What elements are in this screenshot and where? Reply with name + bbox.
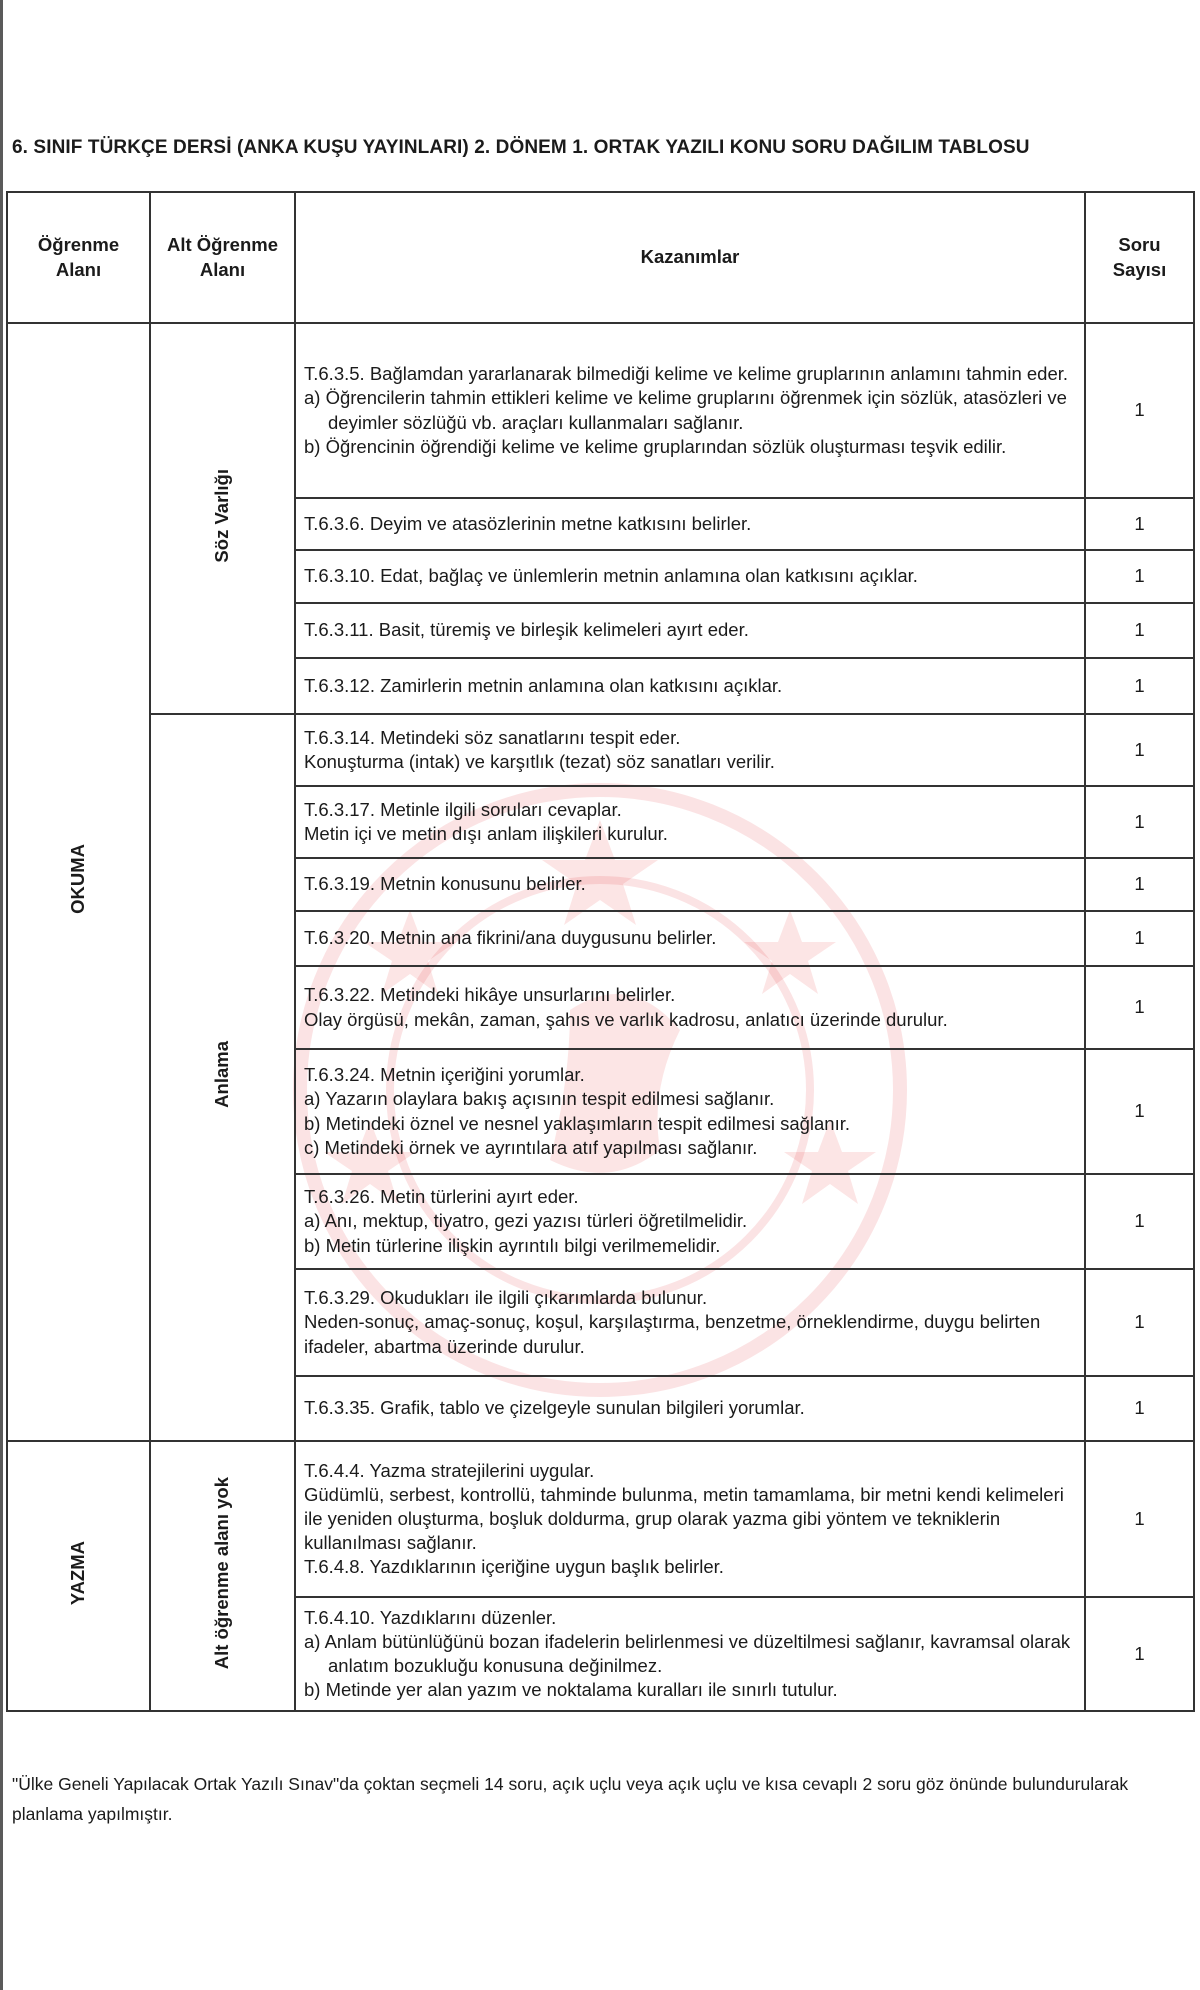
outcome-code-line: T.6.4.4. Yazma stratejilerini uygular. bbox=[304, 1459, 595, 1481]
question-count-cell: 1 bbox=[1085, 1174, 1194, 1269]
outcome-detail-line: a) Anlam bütünlüğünü bozan ifadelerin belirlenmesi ve düzeltilmesi sağlanır, kavramsal olarak anlatım bozukluğu konusuna değinilmez. bbox=[304, 1631, 1071, 1677]
outcome-code-line: T.6.3.14. Metindeki söz sanatlarını tespit eder. bbox=[304, 726, 681, 748]
outcome-cell bbox=[295, 1376, 1085, 1441]
outcome-code-line: T.6.3.12. Zamirlerin metnin anlamına olan katkısını açıklar. bbox=[304, 674, 783, 696]
outcome-cell bbox=[295, 603, 1085, 658]
outcome-code-line: T.6.3.35. Grafik, tablo ve çizelgeyle sunulan bilgileri yorumlar. bbox=[304, 1397, 805, 1419]
outcome-cell bbox=[295, 1597, 1085, 1711]
outcome-detail-line: c) Metindeki örnek ve ayrıntılara atıf yapılması sağlanır. bbox=[304, 1136, 758, 1158]
table-header-row bbox=[7, 192, 1194, 323]
question-count-cell: 1 bbox=[1085, 550, 1194, 603]
sub-area-soz-varligi-cell bbox=[150, 323, 295, 714]
sub-area-anlama-label: Anlama bbox=[211, 1041, 233, 1108]
outcome-code-line: T.6.3.10. Edat, bağlaç ve ünlemlerin metnin anlamına olan katkısını açıklar. bbox=[304, 565, 918, 587]
question-count-cell: 1 bbox=[1085, 1441, 1194, 1597]
question-count-cell: 1 bbox=[1085, 911, 1194, 966]
outcome-cell bbox=[295, 911, 1085, 966]
question-count-cell: 1 bbox=[1085, 603, 1194, 658]
question-distribution-table bbox=[6, 191, 1195, 1712]
question-count-cell: 1 bbox=[1085, 1376, 1194, 1441]
area-yazma-label: YAZMA bbox=[67, 1541, 89, 1606]
header-outcomes: Kazanımlar bbox=[295, 192, 1085, 323]
sub-area-none-label: Alt öğrenme alanı yok bbox=[211, 1476, 233, 1670]
question-count-cell: 1 bbox=[1085, 1269, 1194, 1376]
question-count-cell: 1 bbox=[1085, 714, 1194, 786]
area-okuma-label: OKUMA bbox=[67, 844, 89, 914]
question-count-cell: 1 bbox=[1085, 966, 1194, 1049]
outcome-cell bbox=[295, 1441, 1085, 1597]
question-count-cell: 1 bbox=[1085, 1597, 1194, 1711]
outcome-code-line: T.6.3.22. Metindeki hikâye unsurlarını belirler. bbox=[304, 984, 676, 1006]
outcome-cell bbox=[295, 714, 1085, 786]
question-count-cell: 1 bbox=[1085, 498, 1194, 550]
outcome-detail-line: b) Öğrencinin öğrendiği kelime ve kelime gruplarından sözlük oluşturması teşvik edilir. bbox=[304, 435, 1007, 457]
outcome-detail-line: T.6.4.8. Yazdıklarının içeriğine uygun başlık belirler. bbox=[304, 1556, 724, 1578]
header-learning-area: Öğrenme Alanı bbox=[7, 192, 150, 323]
header-question-count: Soru Sayısı bbox=[1085, 192, 1194, 323]
outcome-code-line: T.6.3.29. Okudukları ile ilgili çıkarımlarda bulunur. bbox=[304, 1287, 708, 1309]
outcome-detail-line: b) Metinde yer alan yazım ve noktalama kuralları ile sınırlı tutulur. bbox=[304, 1679, 838, 1701]
table-row bbox=[7, 1441, 1194, 1597]
area-okuma-cell bbox=[7, 323, 150, 1441]
outcome-code-line: T.6.3.17. Metinle ilgili soruları cevaplar. bbox=[304, 798, 622, 820]
outcome-code-line: T.6.3.11. Basit, türemiş ve birleşik kelimeleri ayırt eder. bbox=[304, 619, 749, 641]
footnote bbox=[12, 1770, 1188, 1830]
outcome-detail-line: Güdümlü, serbest, kontrollü, tahminde bulunma, metin tamamlama, bir metni kendi kelimeleri ile yeniden oluşturma, boşluk doldurma, grup olarak yazma gibi yöntem ve tekniklerin kullanılması sağlanır. bbox=[304, 1483, 1064, 1554]
outcome-code-line: T.6.3.26. Metin türlerini ayırt eder. bbox=[304, 1186, 579, 1208]
outcome-code-line: T.6.3.6. Deyim ve atasözlerinin metne katkısını belirler. bbox=[304, 512, 752, 534]
outcome-cell bbox=[295, 323, 1085, 498]
outcome-code-line: T.6.3.5. Bağlamdan yararlanarak bilmediği kelime ve kelime gruplarının anlamını tahmin eder. bbox=[304, 363, 1069, 385]
table-row bbox=[7, 323, 1194, 498]
question-count-cell: 1 bbox=[1085, 858, 1194, 911]
footnote-text: "Ülke Geneli Yapılacak Ortak Yazılı Sınav"da çoktan seçmeli 14 soru, açık uçlu veya açık uçlu ve kısa cevaplı 2 soru göz önünde bulundurularak planlama yapılmıştır. bbox=[12, 1774, 1129, 1824]
outcome-detail-line: Neden-sonuç, amaç-sonuç, koşul, karşılaştırma, benzetme, örneklendirme, duygu belirten ifadeler, abartma üzerinde durulur. bbox=[304, 1311, 1041, 1357]
table-row bbox=[7, 714, 1194, 786]
outcome-cell bbox=[295, 658, 1085, 714]
sub-area-anlama-cell bbox=[150, 714, 295, 1441]
outcome-cell bbox=[295, 1049, 1085, 1174]
question-count-cell: 1 bbox=[1085, 323, 1194, 498]
outcome-detail-line: Konuşturma (intak) ve karşıtlık (tezat) söz sanatları verilir. bbox=[304, 751, 775, 772]
outcome-cell bbox=[295, 1174, 1085, 1269]
question-count-cell: 1 bbox=[1085, 786, 1194, 858]
outcome-cell bbox=[295, 786, 1085, 858]
outcome-code-line: T.6.3.19. Metnin konusunu belirler. bbox=[304, 873, 586, 895]
question-count-cell: 1 bbox=[1085, 658, 1194, 714]
outcome-detail-line: a) Anı, mektup, tiyatro, gezi yazısı türleri öğretilmelidir. bbox=[304, 1210, 748, 1232]
outcome-detail-line: a) Öğrencilerin tahmin ettikleri kelime ve kelime gruplarını öğrenmek için sözlük, atasözleri ve deyimler sözlüğü vb. araçları kullanmaları sağlanır. bbox=[304, 387, 1067, 433]
outcome-detail-line: a) Yazarın olaylara bakış açısının tespit edilmesi sağlanır. bbox=[304, 1088, 775, 1110]
outcome-detail-line: Metin içi ve metin dışı anlam ilişkileri kurulur. bbox=[304, 823, 668, 844]
sub-area-soz-varligi-label: Söz Varlığı bbox=[211, 468, 233, 563]
area-yazma-cell bbox=[7, 1441, 150, 1711]
outcome-cell bbox=[295, 550, 1085, 603]
header-sub-learning-area: Alt Öğrenme Alanı bbox=[150, 192, 295, 323]
outcome-cell bbox=[295, 966, 1085, 1049]
document-title: 6. SINIF TÜRKÇE DERSİ (ANKA KUŞU YAYINLARI) 2. DÖNEM 1. ORTAK YAZILI KONU SORU DAĞILIM TABLOSU bbox=[12, 137, 1030, 158]
outcome-code-line: T.6.4.10. Yazdıklarını düzenler. bbox=[304, 1607, 557, 1628]
question-count-cell: 1 bbox=[1085, 1049, 1194, 1174]
outcome-detail-line: b) Metin türlerine ilişkin ayrıntılı bilgi verilmemelidir. bbox=[304, 1234, 721, 1256]
sub-area-none-cell bbox=[150, 1441, 295, 1711]
outcome-detail-line: Olay örgüsü, mekân, zaman, şahıs ve varlık kadrosu, anlatıcı üzerinde durulur. bbox=[304, 1008, 948, 1030]
outcome-code-line: T.6.3.20. Metnin ana fikrini/ana duygusunu belirler. bbox=[304, 927, 717, 949]
outcome-detail-line: b) Metindeki öznel ve nesnel yaklaşımların tespit edilmesi sağlanır. bbox=[304, 1112, 851, 1134]
outcome-cell bbox=[295, 498, 1085, 550]
outcome-cell bbox=[295, 858, 1085, 911]
outcome-code-line: T.6.3.24. Metnin içeriğini yorumlar. bbox=[304, 1064, 585, 1086]
outcome-cell bbox=[295, 1269, 1085, 1376]
